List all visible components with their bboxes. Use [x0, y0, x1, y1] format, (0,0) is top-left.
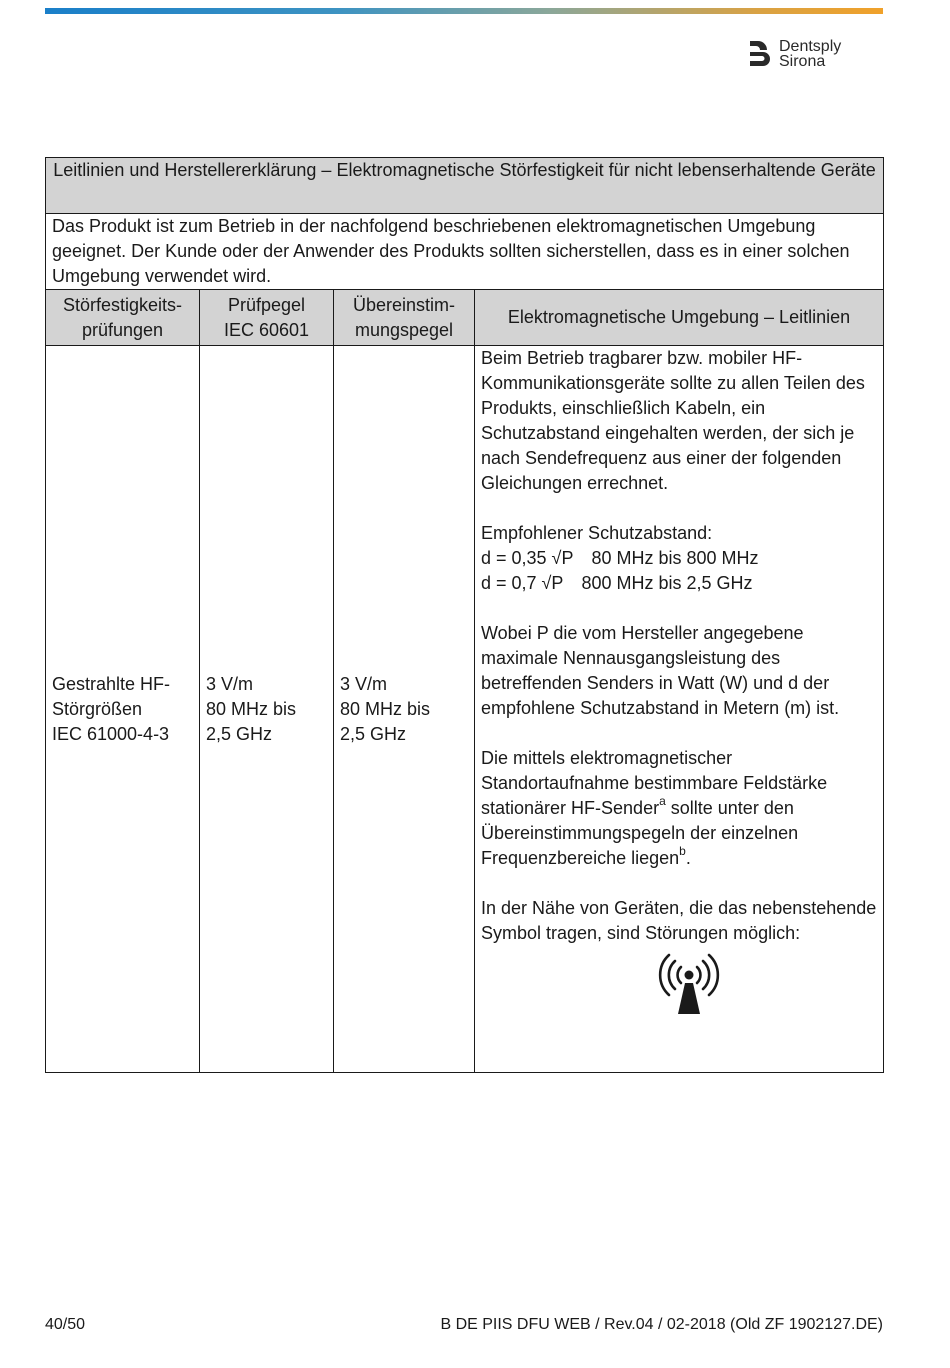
- cell-line: 3 V/m: [340, 673, 388, 694]
- column-header-compliance-level: [334, 290, 475, 346]
- table-title: Leitlinien und Herstellererklärung – Elektromagnetische Störfestigkeit für nicht lebenserhaltende Geräte: [46, 158, 884, 214]
- cell-test-level: [200, 346, 334, 1073]
- cell-environment: [475, 346, 884, 1073]
- eq2-range: 800 MHz bis 2,5 GHz: [581, 573, 753, 593]
- env-paragraph-definition: Wobei P die vom Hersteller angegebene maximale Nennausgangsleistung des betreffenden Senders in Watt (W) und d der empfohlene Schutzabstand in Metern (m) ist.: [481, 623, 840, 718]
- non-ionizing-radiation-icon: [501, 952, 877, 1016]
- cell-line: Gestrahlte HF-: [52, 673, 171, 694]
- cell-line: IEC 61000-4-3: [52, 723, 170, 744]
- column-header-line: mungspegel: [354, 319, 454, 340]
- emc-immunity-table: [45, 157, 884, 1073]
- env-equation-1: [481, 546, 877, 571]
- env-equation-2: [481, 571, 877, 596]
- column-header-line: IEC 60601: [223, 319, 310, 340]
- top-gradient-bar: [45, 8, 883, 14]
- cell-line: Störgrößen: [52, 698, 143, 719]
- cell-line: 3 V/m: [206, 673, 254, 694]
- dentsply-sirona-logo: [748, 38, 841, 70]
- cell-test: [46, 346, 200, 1073]
- cell-line: 2,5 GHz: [206, 723, 273, 744]
- column-header-line: Störfestigkeits-: [62, 294, 183, 315]
- footnote-b: b: [679, 844, 686, 858]
- env-paragraph-symbol-note: In der Nähe von Geräten, die das nebenstehende Symbol tragen, sind Störungen möglich:: [481, 898, 877, 943]
- brand-line-2: Sirona: [779, 53, 826, 70]
- env-paragraph-intro: Beim Betrieb tragbarer bzw. mobiler HF-Kommunikationsgeräte sollte zu allen Teilen des Produkts, einschließlich Kabeln, ein Schutzabstand eingehalten werden, der sich je nach Sendefrequenz aus einer der folgenden Gleichungen errechnet.: [481, 348, 865, 493]
- env-distance-heading: Empfohlener Schutzabstand:: [481, 523, 713, 543]
- brand-line-1: Dentsply: [779, 38, 842, 55]
- eq1-formula: d = 0,35 √P: [481, 548, 574, 568]
- document-reference: B DE PIIS DFU WEB / Rev.04 / 02-2018 (Old ZF 1902127.DE): [440, 1316, 883, 1333]
- cell-line: 80 MHz bis: [206, 698, 297, 719]
- table-row: [46, 346, 884, 1073]
- cell-compliance-level: [334, 346, 475, 1073]
- env-text: Die mittels elektromagnetischer Standortaufnahme bestimmbare Feldstärke stationärer HF-Sender: [481, 748, 828, 818]
- table-intro: Das Produkt ist zum Betrieb in der nachfolgend beschriebenen elektromagnetischen Umgebung geeignet. Der Kunde oder der Anwender des Produkts sollten sicherstellen, dass es in einer solchen Umgebung verwendet wird.: [46, 214, 884, 290]
- env-paragraph-field-strength: [481, 746, 877, 871]
- footnote-a: a: [659, 794, 666, 808]
- column-header-line: Übereinstim-: [352, 294, 456, 315]
- column-header-test-level: [200, 290, 334, 346]
- dentsply-sirona-logo-icon: [748, 39, 772, 69]
- column-header-line: prüfungen: [81, 319, 164, 340]
- env-distance-block: [481, 521, 877, 596]
- column-header-line: Prüfpegel: [227, 294, 306, 315]
- column-header-environment: Elektromagnetische Umgebung – Leitlinien: [475, 290, 884, 346]
- eq2-formula: d = 0,7 √P: [481, 573, 564, 593]
- env-text: sollte unter den Übereinstimmungspegeln der einzelnen Frequenzbereiche liegen: [481, 798, 799, 868]
- page-number: 40/50: [45, 1316, 86, 1333]
- cell-line: 2,5 GHz: [340, 723, 407, 744]
- eq1-range: 80 MHz bis 800 MHz: [591, 548, 759, 568]
- column-header-test: [46, 290, 200, 346]
- env-text: .: [685, 848, 691, 868]
- cell-line: 80 MHz bis: [340, 698, 431, 719]
